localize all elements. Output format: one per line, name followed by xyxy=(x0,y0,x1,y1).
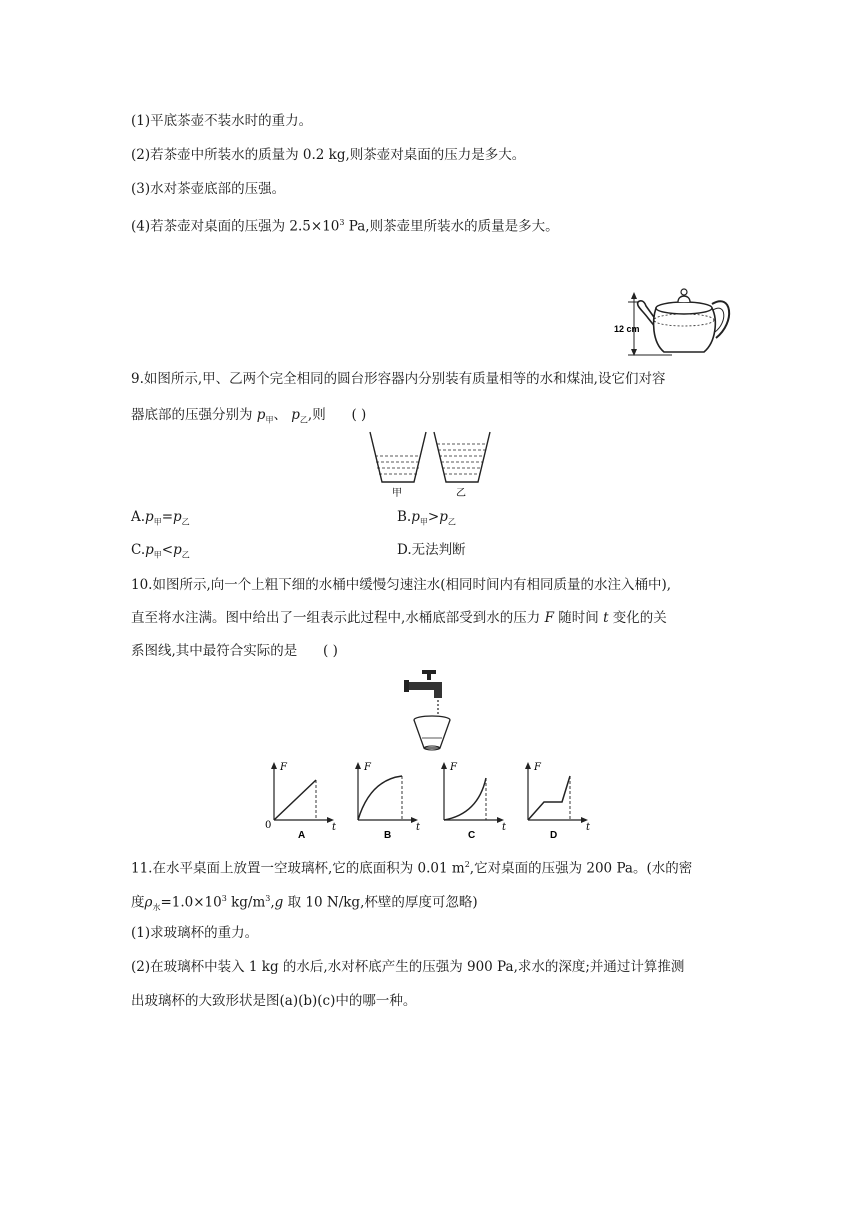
q11-part1: (1)求玻璃杯的重力。 xyxy=(131,925,259,941)
faucet-bucket-figure xyxy=(402,668,462,758)
svg-text:F: F xyxy=(364,762,371,773)
svg-text:A: A xyxy=(298,830,306,841)
container-yi-label: 乙 xyxy=(456,488,466,499)
teapot-height-label: 12 cm xyxy=(614,324,640,334)
q10-stem-line2: 直至将水注满。图中给出了一组表示此过程中,水桶底部受到水的压力 F 随时间 t 变化的关 xyxy=(131,610,667,626)
q10-stem-line3: 系图线,其中最符合实际的是 ( ) xyxy=(131,643,338,659)
q9-containers-figure xyxy=(366,430,492,504)
container-jia-label: 甲 xyxy=(392,488,402,499)
q11-part2-line1: (2)在玻璃杯中装入 1 kg 的水后,水对杯底产生的压强为 900 Pa,求水的深度;并通过计算推测 xyxy=(131,959,685,975)
svg-text:t: t xyxy=(502,822,507,833)
q11-stem-line2: 度$\rho_水=1.0\times 10^3$ $kg/m^3,g$ 取 10 N/kg,杯壁的厚度可忽略) xyxy=(131,894,478,913)
graph-a xyxy=(265,762,337,841)
graph-c xyxy=(441,762,507,841)
q8-part2: (2)若茶壶中所装水的质量为 0.2 kg,则茶壶对桌面的压力是多大。 xyxy=(131,147,526,163)
q9-option-d: D.无法判断 xyxy=(397,542,466,558)
graph-b xyxy=(355,762,421,841)
svg-text:C: C xyxy=(468,830,476,841)
svg-text:D: D xyxy=(550,830,558,841)
q11-part2-line2: 出玻璃杯的大致形状是图(a)(b)(c)中的哪一种。 xyxy=(131,993,417,1009)
svg-text:0: 0 xyxy=(265,820,272,831)
q9-option-a: $A.p_甲=p_乙$ xyxy=(131,509,190,527)
q9-option-c: $C.p_甲<p_乙$ xyxy=(131,542,190,560)
svg-text:t: t xyxy=(332,822,337,833)
svg-text:t: t xyxy=(586,822,591,833)
q9-stem-line1: 9.如图所示,甲、乙两个完全相同的圆台形容器内分别装有质量相等的水和煤油,设它们对容 xyxy=(131,371,666,387)
q10-stem-line1: 10.如图所示,向一个上粗下细的水桶中缓慢匀速注水(相同时间内有相同质量的水注入桶中), xyxy=(131,577,672,593)
q9-option-b: $B.p_甲>p_乙$ xyxy=(397,509,456,527)
teapot-figure xyxy=(612,278,734,364)
q9-stem-line2: 器底部的压强分别为 $p_甲$、 $p_乙$,则 ( ) xyxy=(131,407,367,425)
q8-part1: (1)平底茶壶不装水时的重力。 xyxy=(131,113,313,129)
svg-text:F: F xyxy=(450,762,457,773)
q10-graphs xyxy=(260,758,600,848)
q11-stem-line1: 11.在水平桌面上放置一空玻璃杯,它的底面积为 0.01 $m^2$,它对桌面的压强为 200 Pa。(水的密 xyxy=(131,860,693,877)
q8-part3: (3)水对茶壶底部的压强。 xyxy=(131,181,286,197)
graph-d xyxy=(525,762,591,841)
svg-text:B: B xyxy=(384,830,392,841)
svg-text:t: t xyxy=(416,822,421,833)
q8-part4: (4)若茶壶对桌面的压强为 $2.5\times 10^3$ Pa,则茶壶里所装水的质量是多大。 xyxy=(131,218,559,235)
svg-text:F: F xyxy=(280,762,287,773)
svg-text:F: F xyxy=(534,762,541,773)
